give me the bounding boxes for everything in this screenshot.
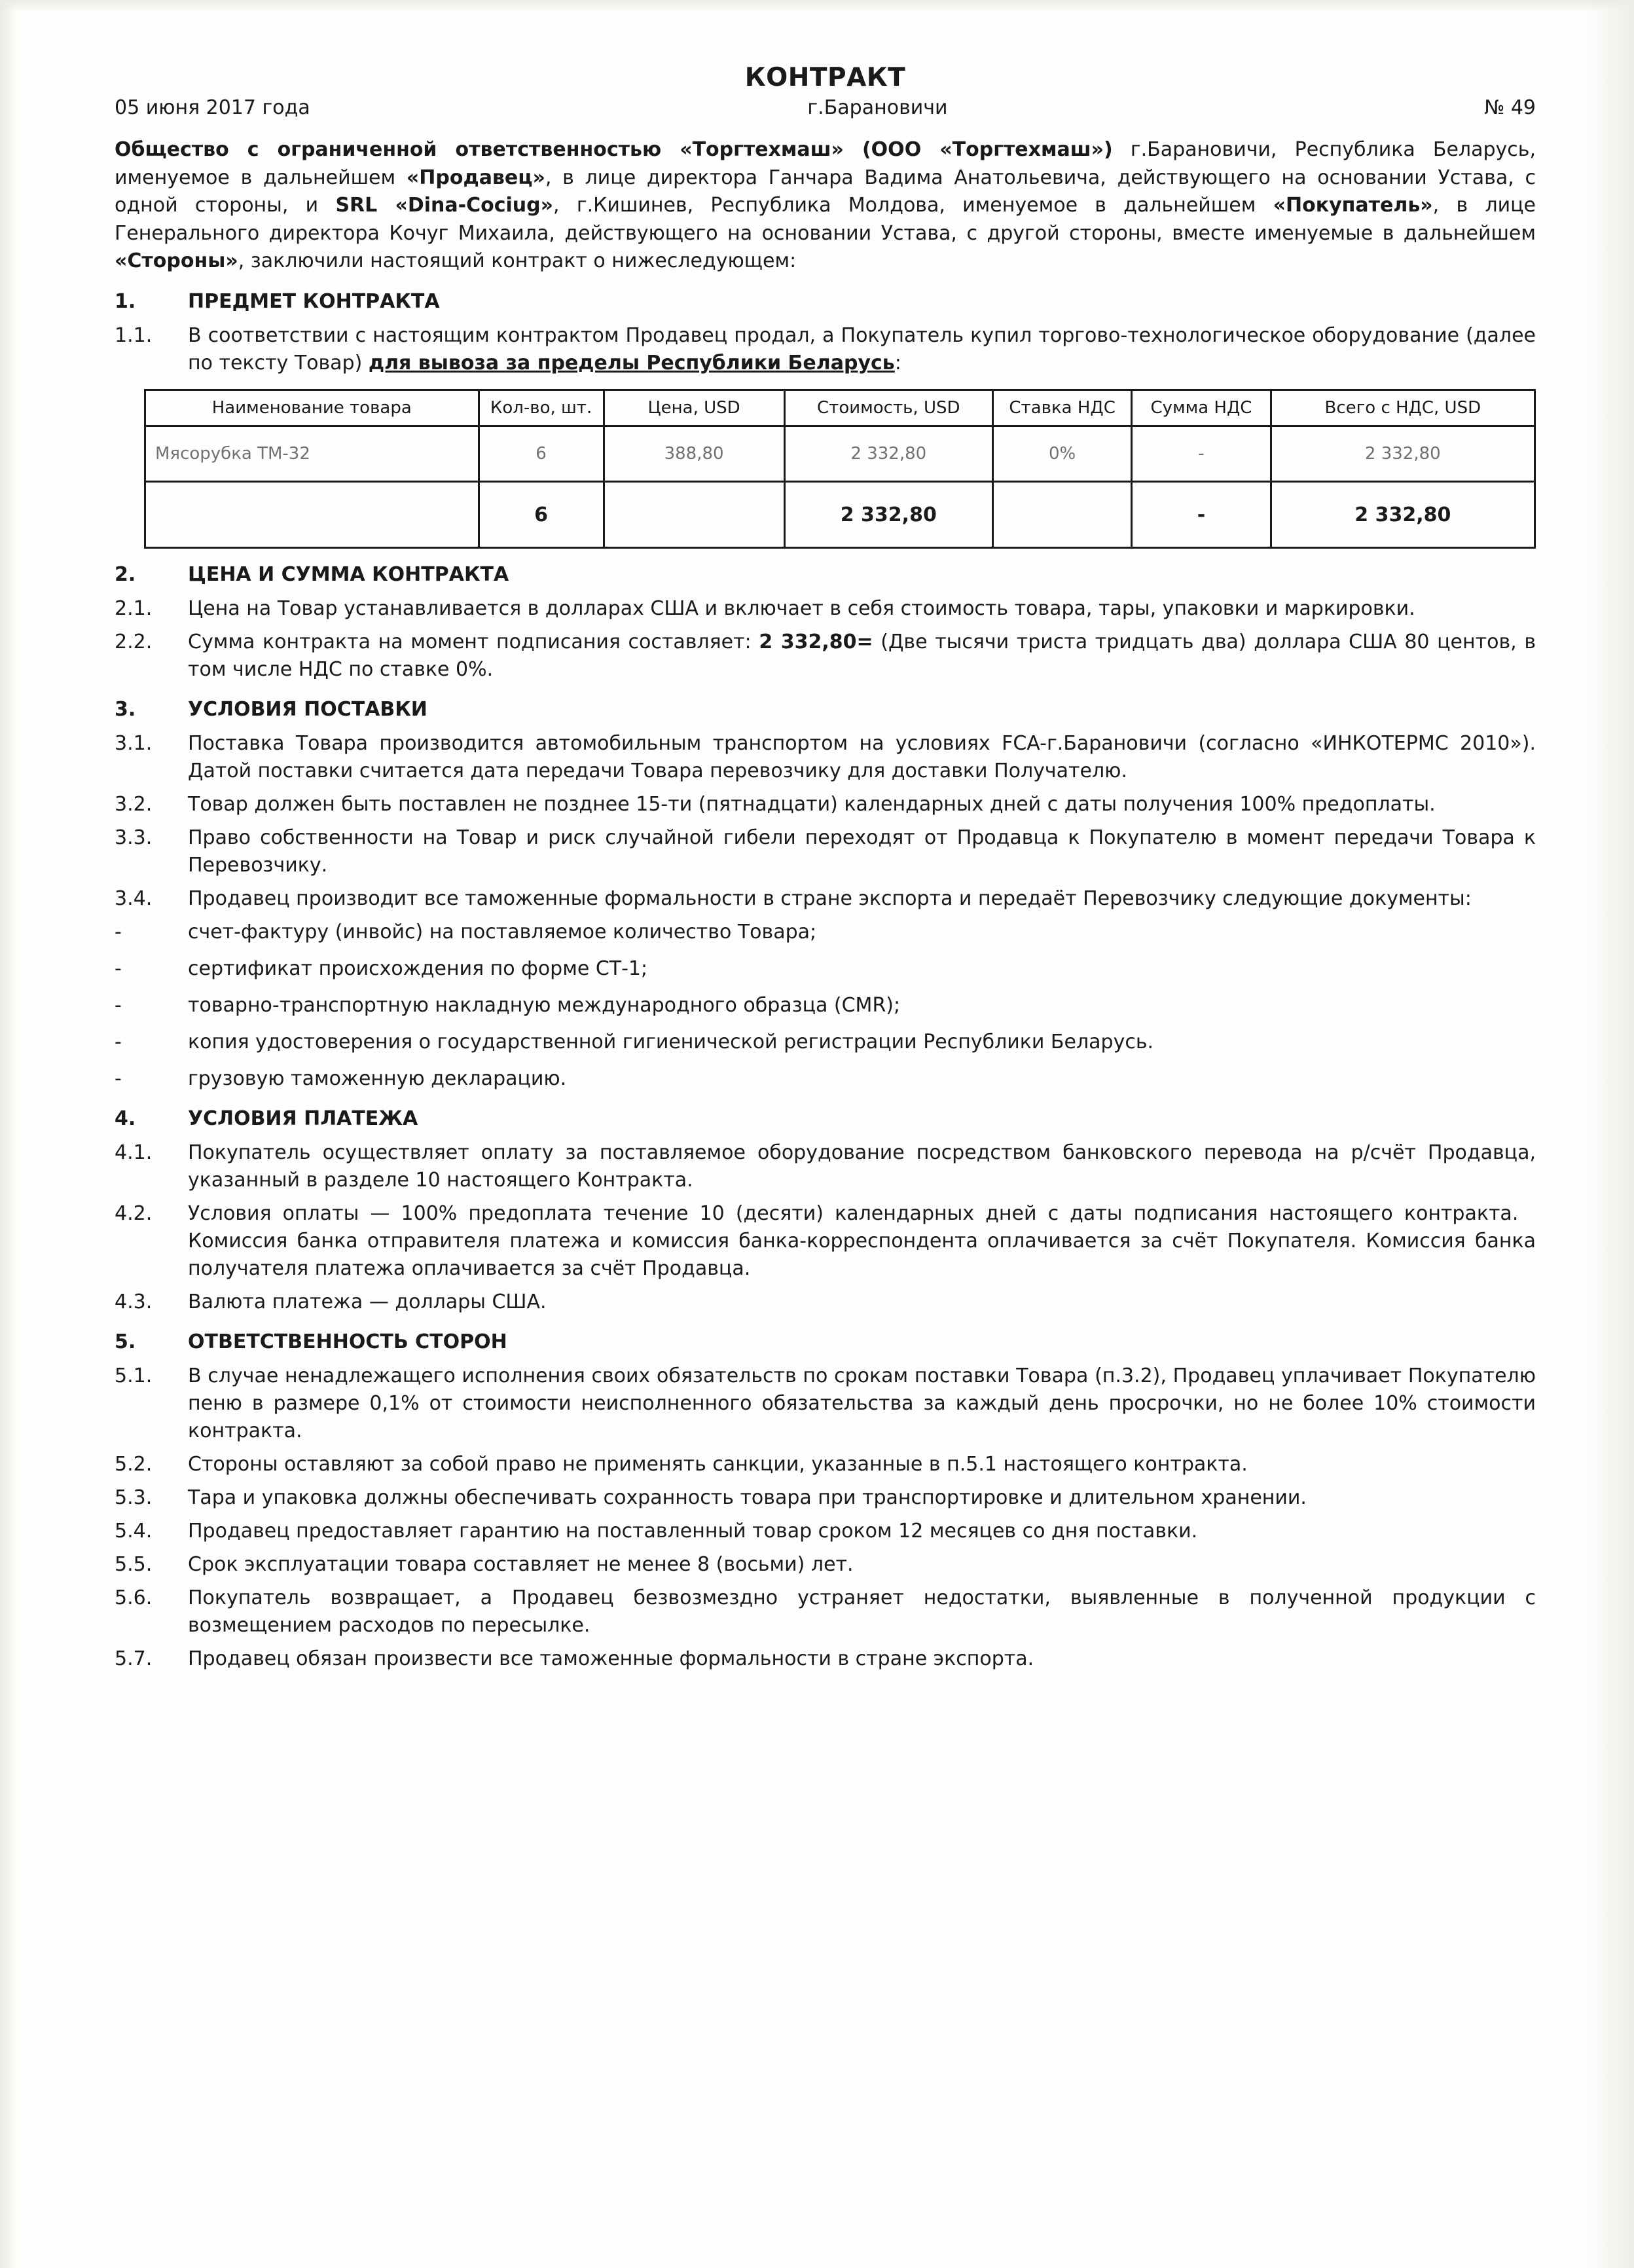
documents-item-0: счет-фактуру (инвойс) на поставляемое количество Товара; (188, 921, 817, 944)
clause-3-2-number: 3.2. (115, 793, 153, 816)
section-2-title: ЦЕНА И СУММА КОНТРАКТА (188, 563, 509, 587)
goods-row-0-total: 2 332,80 (1271, 426, 1534, 482)
clause-5-3-number: 5.3. (115, 1486, 153, 1510)
clause-3-3-number: 3.3. (115, 826, 153, 850)
list-item (115, 1029, 1536, 1056)
clause-5-1-text: В случае ненадлежащего исполнения своих обязательств по срокам поставки Товара (п.3.2), Продавец уплачивает Покупателю пеню в размере 0,1% от стоимости неисполненного обязательства за каждый день просрочки, но не более 10% стоимости контракта. (188, 1364, 1536, 1443)
documents-item-1: сертификат происхождения по форме СТ-1; (188, 957, 648, 981)
goods-row-0-name: Мясорубка ТМ-32 (145, 426, 479, 482)
clause-5-6-number: 5.6. (115, 1586, 153, 1610)
section-1-number: 1. (115, 289, 136, 313)
goods-row-0-price: 388,80 (604, 426, 784, 482)
section-5-title: ОТВЕТСТВЕННОСТЬ СТОРОН (188, 1330, 507, 1354)
documents-item-4: грузовую таможенную декларацию. (188, 1067, 567, 1091)
clause-4-2-number: 4.2. (115, 1202, 153, 1226)
goods-totals-name (145, 482, 479, 548)
section-5-number: 5. (115, 1330, 136, 1354)
clause-5-7-number: 5.7. (115, 1647, 153, 1671)
goods-col-qty: Кол-во, шт. (479, 390, 604, 426)
clause-3-1-text: Поставка Товара производится автомобильным транспортом на условиях FCA-г.Барановичи (согласно «ИНКОТЕРМС 2010»). Датой поставки считается дата передачи Товара перевозчику для доставки Получателю. (188, 732, 1536, 783)
clause-5-5-text: Срок эксплуатации товара составляет не менее 8 (восьми) лет. (188, 1553, 854, 1577)
documents-item-3: копия удостоверения о государственной гигиенической регистрации Республики Беларусь. (188, 1031, 1154, 1054)
clause-5-6 (115, 1584, 1536, 1639)
goods-col-total: Всего с НДС, USD (1271, 390, 1534, 426)
clause-4-2-text: Условия оплаты — 100% предоплата течение 10 (десяти) календарных дней с даты подписания настоящего контракта. Комиссия банка отправителя платежа и комиссия банка-корреспондента оплачивается за счёт Покупателя. Комиссия банка получателя платежа оплачивается за счёт Продавца. (188, 1202, 1536, 1281)
clause-5-5-number: 5.5. (115, 1553, 153, 1577)
clause-4-3 (115, 1289, 1536, 1316)
clause-5-1 (115, 1363, 1536, 1445)
goods-col-price: Цена, USD (604, 390, 784, 426)
section-heading-3 (115, 698, 1536, 721)
list-bullet: - (115, 957, 122, 981)
clause-3-4-number: 3.4. (115, 887, 153, 911)
clause-1-1-text: В соответствии с настоящим контрактом Продавец продал, а Покупатель купил торгово-технологическое оборудование (далее по тексту Товар) для вывоза за пределы Республики Беларусь: (188, 323, 1536, 375)
section-1-title: ПРЕДМЕТ КОНТРАКТА (188, 289, 440, 313)
clause-5-7 (115, 1645, 1536, 1673)
clause-2-2 (115, 629, 1536, 684)
section-heading-1 (115, 290, 1536, 313)
goods-totals-vat-rate (993, 482, 1132, 548)
list-item (115, 955, 1536, 983)
clause-3-3-text: Право собственности на Товар и риск случайной гибели переходят от Продавца к Покупателю в момент передачи Товара к Перевозчику. (188, 826, 1536, 877)
section-3-title: УСЛОВИЯ ПОСТАВКИ (188, 698, 427, 722)
clause-4-1-text: Покупатель осуществляет оплату за поставляемое оборудование посредством банковского перевода на р/счёт Продавца, указанный в разделе 10 настоящего Контракта. (188, 1141, 1536, 1192)
goods-totals-qty: 6 (479, 482, 604, 548)
table-row (145, 426, 1535, 482)
clause-3-4 (115, 885, 1536, 913)
scan-edge-right (1588, 0, 1634, 2268)
clause-4-3-text: Валюта платежа — доллары США. (188, 1290, 547, 1314)
clause-5-5 (115, 1551, 1536, 1579)
clause-5-2 (115, 1451, 1536, 1478)
clause-5-1-number: 5.1. (115, 1364, 153, 1388)
clause-3-2 (115, 791, 1536, 818)
section-2-number: 2. (115, 563, 136, 587)
list-item (115, 919, 1536, 946)
list-bullet: - (115, 1067, 122, 1091)
goods-totals-vat-sum: - (1132, 482, 1271, 548)
clause-5-4-number: 5.4. (115, 1520, 153, 1543)
list-bullet: - (115, 994, 122, 1017)
clause-4-2 (115, 1200, 1536, 1283)
clause-3-4-text: Продавец производит все таможенные формальности в стране экспорта и передаёт Перевозчику следующие документы: (188, 887, 1472, 911)
clause-2-1 (115, 595, 1536, 623)
goods-row-0-qty: 6 (479, 426, 604, 482)
goods-col-cost: Стоимость, USD (784, 390, 992, 426)
document-title: КОНТРАКТ (744, 63, 906, 92)
section-heading-5 (115, 1330, 1536, 1353)
clause-5-7-text: Продавец обязан произвести все таможенные формальности в стране экспорта. (188, 1647, 1034, 1671)
list-bullet: - (115, 1031, 122, 1054)
section-3-number: 3. (115, 698, 136, 722)
preamble-paragraph: Общество с ограниченной ответственностью «Торгтехмаш» (ООО «Торгтехмаш») г.Барановичи, Республика Беларусь, именуемое в дальнейшем «Продавец», в лице директора Ганчара Вадима Анатольевича, действующего на основании Устава, с одной стороны, и SRL «Dina-Cociug», г.Кишинев, Республика Молдова, именуемое в дальнейшем «Покупатель», в лице Генерального директора Кочуг Михаила, действующего на основании Устава, с другой стороны, вместе именуемые в дальнейшем «Стороны», заключили настоящий контракт о нижеследующем: (115, 138, 1536, 273)
list-item (115, 992, 1536, 1019)
goods-table-totals-row (145, 482, 1535, 548)
clause-4-3-number: 4.3. (115, 1290, 153, 1314)
goods-totals-cost: 2 332,80 (784, 482, 992, 548)
document-city: г.Барановичи (807, 96, 948, 119)
clause-5-4 (115, 1518, 1536, 1545)
clause-4-1 (115, 1139, 1536, 1194)
goods-row-0-vat-sum: - (1132, 426, 1271, 482)
clause-3-3 (115, 824, 1536, 879)
goods-table-header-row (145, 390, 1535, 426)
goods-totals-total: 2 332,80 (1271, 482, 1534, 548)
clause-5-2-number: 5.2. (115, 1453, 153, 1476)
clause-3-2-text: Товар должен быть поставлен не позднее 15-ти (пятнадцати) календарных дней с даты получения 100% предоплаты. (188, 793, 1436, 816)
clause-2-2-number: 2.2. (115, 631, 153, 654)
section-heading-4 (115, 1107, 1536, 1130)
section-4-title: УСЛОВИЯ ПЛАТЕЖА (188, 1107, 418, 1131)
goods-table (144, 389, 1536, 549)
clause-3-1-number: 3.1. (115, 732, 153, 756)
goods-col-name: Наименование товара (145, 390, 479, 426)
clause-2-1-text: Цена на Товар устанавливается в долларах США и включает в себя стоимость товара, тары, упаковки и маркировки. (188, 597, 1415, 621)
list-item (115, 1065, 1536, 1093)
clause-5-2-text: Стороны оставляют за собой право не применять санкции, указанные в п.5.1 настоящего контракта. (188, 1453, 1248, 1476)
clause-2-1-number: 2.1. (115, 597, 153, 621)
clause-5-6-text: Покупатель возвращает, а Продавец безвозмездно устраняет недостатки, выявленные в полученной продукции с возмещением расходов по пересылке. (188, 1586, 1536, 1637)
clause-5-4-text: Продавец предоставляет гарантию на поставленный товар сроком 12 месяцев со дня поставки. (188, 1520, 1198, 1543)
list-bullet: - (115, 921, 122, 944)
clause-5-3 (115, 1484, 1536, 1512)
clause-3-1 (115, 730, 1536, 785)
documents-item-2: товарно-транспортную накладную международного образца (CMR); (188, 994, 901, 1017)
scan-edge-top (0, 0, 1634, 12)
section-heading-2 (115, 563, 1536, 586)
clause-1-1-number: 1.1. (115, 323, 153, 347)
clause-4-1-number: 4.1. (115, 1141, 153, 1165)
document-header-row (115, 96, 1536, 119)
goods-row-0-cost: 2 332,80 (784, 426, 992, 482)
clause-2-2-text: Сумма контракта на момент подписания составляет: 2 332,80= (Две тысячи триста тридцать два) доллара США 80 центов, в том числе НДС по ставке 0%. (188, 631, 1536, 682)
clause-1-1 (115, 322, 1536, 377)
goods-col-vat-rate: Ставка НДС (993, 390, 1132, 426)
document-date: 05 июня 2017 года (115, 96, 310, 119)
goods-col-vat-sum: Сумма НДС (1132, 390, 1271, 426)
scan-edge-left (0, 0, 17, 2268)
document-number: № 49 (1484, 96, 1536, 119)
goods-row-0-vat-rate: 0% (993, 426, 1132, 482)
section-4-number: 4. (115, 1107, 136, 1131)
goods-totals-price (604, 482, 784, 548)
clause-5-3-text: Тара и упаковка должны обеспечивать сохранность товара при транспортировке и длительном хранении. (188, 1486, 1307, 1510)
